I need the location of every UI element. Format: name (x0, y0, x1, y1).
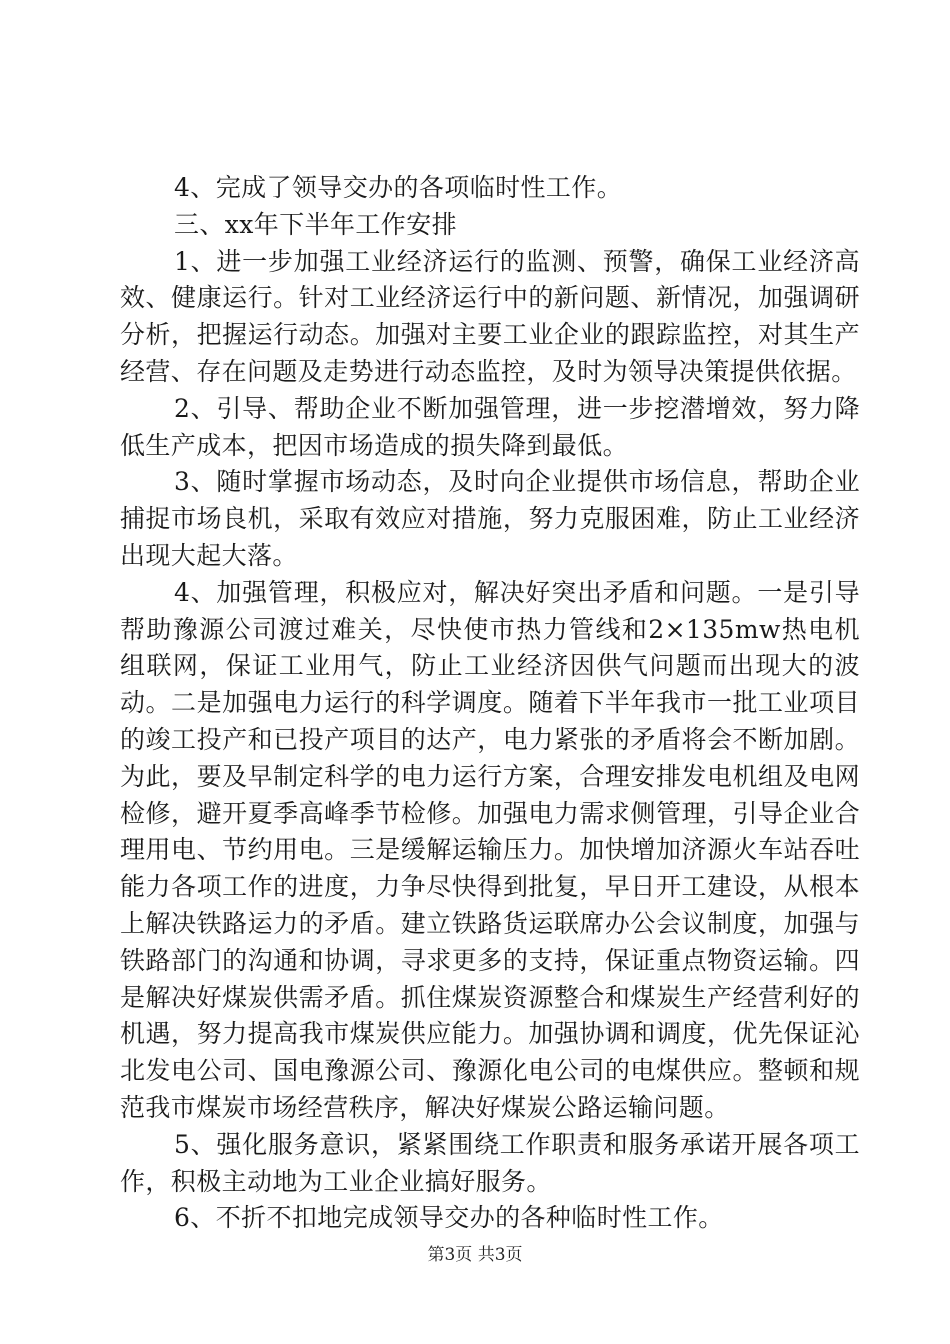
paragraph-completed-tasks: 4、完成了领导交办的各项临时性工作。 (174, 173, 623, 202)
paragraph-item-6: 6、不折不扣地完成领导交办的各种临时性工作。 (174, 1203, 724, 1233)
paragraph-item-2: 2、引导、帮助企业不断加强管理，进一步挖潜增效，努力降低生产成本，把因市场造成的损失降到最低。 (120, 393, 860, 460)
paragraph-item-4: 4、加强管理，积极应对，解决好突出矛盾和问题。一是引导帮助豫源公司渡过难关，尽快使市热力管线和2×135mw热电机组联网，保证工业用气，防止工业经济因供气问题而出现大的波动。二是加强电力运行的科学调度。随着下半年我市一批工业项目的竣工投产和已投产项目的达产，电力紧张的矛盾将会不断加剧。为此，要及早制定科学的电力运行方案，合理安排发电机组及电网检修，避开夏季高峰季节检修。加强电力需求侧管理，引导企业合理用电、节约用电。三是缓解运输压力。加快增加济源火车站吞吐能力各项工作的进度，力争尽快得到批复，早日开工建设，从根本上解决铁路运力的矛盾。建立铁路货运联席办公会议制度，加强与铁路部门的沟通和协调，寻求更多的支持，保证重点物资运输。四是解决好煤炭供需矛盾。抓住煤炭资源整合和煤炭生产经营利好的机遇，努力提高我市煤炭供应能力。加强协调和调度，优先保证沁北发电公司、国电豫源公司、豫源化电公司的电煤供应。整顿和规范我市煤炭市场经营秩序，解决好煤炭公路运输问题。 (120, 577, 860, 1122)
page-number-footer: 第3页 共3页 (427, 1245, 523, 1265)
paragraph-item-3: 3、随时掌握市场动态，及时向企业提供市场信息，帮助企业捕捉市场良机，采取有效应对措施，努力克服困难，防止工业经济出现大起大落。 (120, 467, 860, 570)
paragraph-item-1: 1、进一步加强工业经济运行的监测、预警，确保工业经济高效、健康运行。针对工业经济运行中的新问题、新情况，加强调研分析，把握运行动态。加强对主要工业企业的跟踪监控，对其生产经营、存在问题及走势进行动态监控，及时为领导决策提供依据。 (120, 246, 860, 386)
paragraph-item-5: 5、强化服务意识，紧紧围绕工作职责和服务承诺开展各项工作，积极主动地为工业企业搞好服务。 (120, 1129, 860, 1196)
section-heading-plan: 三、xx年下半年工作安排 (174, 209, 457, 239)
document-body (120, 170, 860, 1237)
